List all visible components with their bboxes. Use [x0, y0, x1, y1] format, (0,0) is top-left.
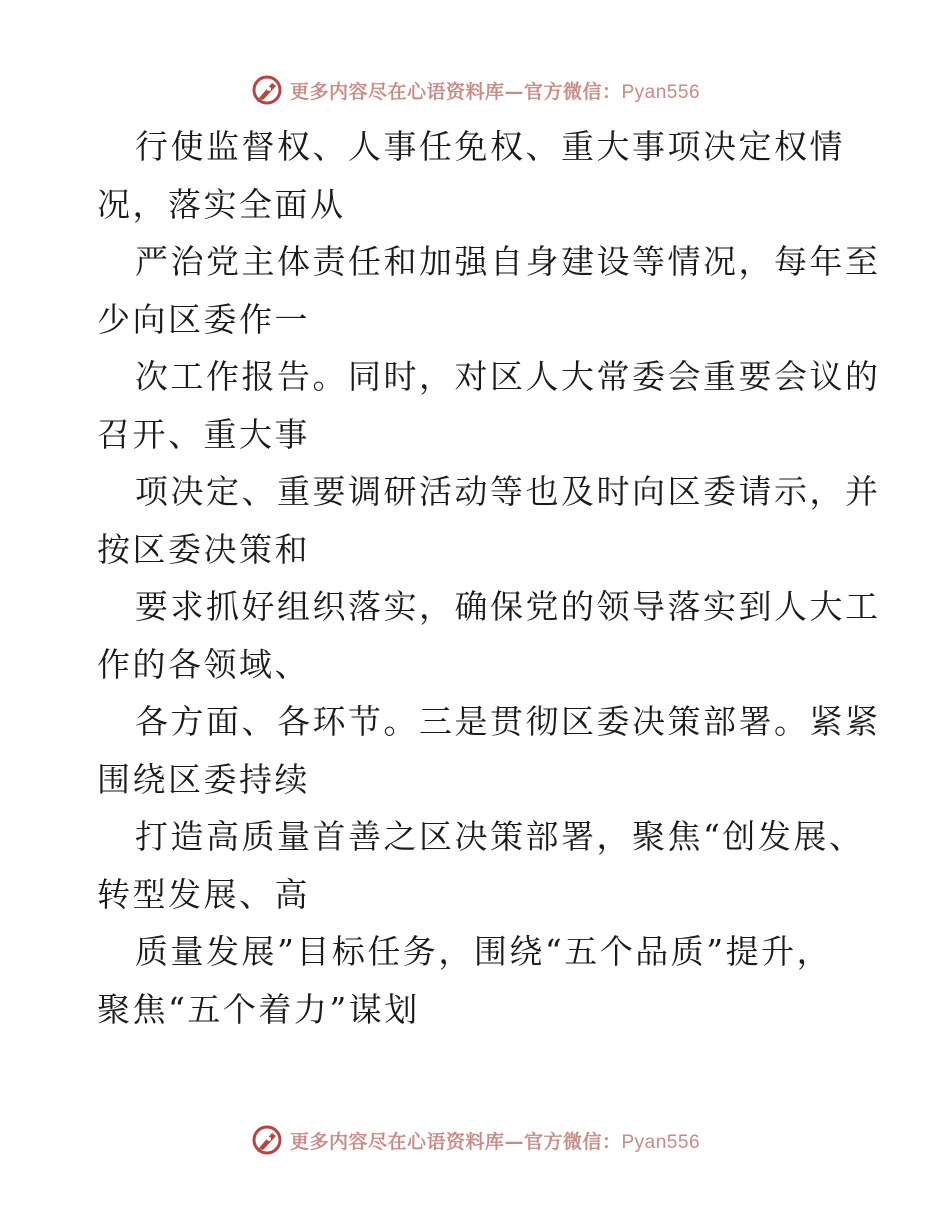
pen-logo-icon — [250, 73, 284, 107]
body-line: 少向区委作一 — [97, 299, 310, 339]
body-line: 各方面、各环节。三是贯彻区委决策部署。紧紧 — [135, 702, 881, 741]
watermark-text: 更多内容尽在心语资料库—官方微信：Pyan556 — [289, 80, 701, 103]
header-watermark — [0, 70, 950, 110]
body-line: 转型发展、高 — [97, 874, 310, 914]
body-line: 作的各领域、 — [97, 644, 310, 684]
body-line: 严治党主体责任和加强自身建设等情况，每年至 — [135, 242, 881, 281]
body-line: 质量发展”目标任务，围绕“五个品质”提升， — [135, 932, 833, 971]
footer-watermark — [0, 1120, 950, 1160]
body-line: 打造高质量首善之区决策部署，聚焦“创发展、 — [135, 817, 865, 856]
body-line: 要求抓好组织落实，确保党的领导落实到人大工 — [135, 587, 881, 626]
watermark-text: 更多内容尽在心语资料库—官方微信：Pyan556 — [289, 1130, 701, 1153]
body-line: 况，落实全面从 — [97, 184, 346, 224]
pen-logo-icon — [250, 1123, 284, 1157]
document-body — [97, 118, 881, 1038]
body-line: 围绕区委持续 — [97, 759, 310, 799]
body-line: 次工作报告。同时，对区人大常委会重要会议的 — [135, 357, 881, 396]
body-line: 项决定、重要调研活动等也及时向区委请示，并 — [135, 472, 881, 511]
body-line: 聚焦“五个着力”谋划 — [97, 989, 420, 1029]
body-line: 召开、重大事 — [97, 414, 310, 454]
body-line: 行使监督权、人事任免权、重大事项决定权情 — [135, 127, 845, 166]
body-line: 按区委决策和 — [97, 529, 310, 569]
